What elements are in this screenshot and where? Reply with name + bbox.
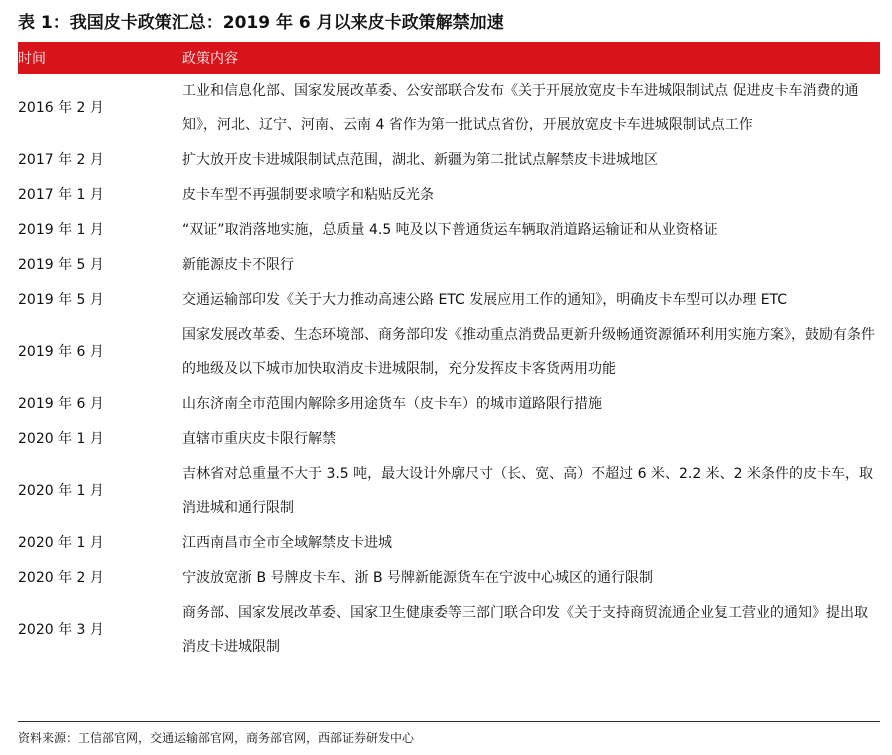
row-date: 2017 年 1 月 (18, 178, 182, 213)
row-date: 2019 年 5 月 (18, 283, 182, 318)
table-title: 表 1：我国皮卡政策汇总：2019 年 6 月以来皮卡政策解禁加速 (18, 13, 504, 33)
row-date: 2019 年 6 月 (18, 318, 182, 387)
row-date: 2019 年 1 月 (18, 213, 182, 248)
row-date: 2016 年 2 月 (18, 74, 182, 143)
row-policy: 皮卡车型不再强制要求喷字和粘贴反光条 (182, 178, 880, 213)
table-body (18, 74, 880, 665)
source-note: 资料来源：工信部官网，交通运输部官网，商务部官网，西部证券研发中心 (18, 731, 415, 745)
row-date: 2020 年 1 月 (18, 422, 182, 457)
row-policy: 扩大放开皮卡进城限制试点范围，湖北、新疆为第二批试点解禁皮卡进城地区 (182, 143, 880, 178)
row-policy: 江西南昌市全市全域解禁皮卡进城 (182, 526, 880, 561)
row-policy: 交通运输部印发《关于大力推动高速公路 ETC 发展应用工作的通知》，明确皮卡车型可以办理 ETC (182, 283, 880, 318)
table-row (18, 526, 880, 561)
row-date: 2020 年 3 月 (18, 596, 182, 665)
header-policy: 政策内容 (182, 42, 880, 74)
row-policy: 宁波放宽浙 B 号牌皮卡车、浙 B 号牌新能源货车在宁波中心城区的通行限制 (182, 561, 880, 596)
row-policy: 工业和信息化部、国家发展改革委、公安部联合发布《关于开展放宽皮卡车进城限制试点 促进皮卡车消费的通知》，河北、辽宁、河南、云南 4 省作为第一批试点省份，开展放宽皮卡车进城限制试点工作 (182, 74, 880, 143)
table-row (18, 457, 880, 526)
row-policy: 直辖市重庆皮卡限行解禁 (182, 422, 880, 457)
row-date: 2019 年 6 月 (18, 387, 182, 422)
table-row (18, 422, 880, 457)
row-policy: “双证”取消落地实施，总质量 4.5 吨及以下普通货运车辆取消道路运输证和从业资格证 (182, 213, 880, 248)
table-row (18, 143, 880, 178)
row-date: 2019 年 5 月 (18, 248, 182, 283)
row-policy: 山东济南全市范围内解除多用途货车（皮卡车）的城市道路限行措施 (182, 387, 880, 422)
table-row (18, 596, 880, 665)
row-date: 2020 年 2 月 (18, 561, 182, 596)
row-date: 2020 年 1 月 (18, 526, 182, 561)
header-time: 时间 (18, 42, 182, 74)
table-row (18, 318, 880, 387)
table-row (18, 178, 880, 213)
policy-table (18, 42, 880, 665)
row-date: 2017 年 2 月 (18, 143, 182, 178)
table-row (18, 387, 880, 422)
table-row (18, 213, 880, 248)
row-policy: 商务部、国家发展改革委、国家卫生健康委等三部门联合印发《关于支持商贸流通企业复工营业的通知》提出取消皮卡进城限制 (182, 596, 880, 665)
table-header-row (18, 42, 880, 74)
table-row (18, 74, 880, 143)
row-date: 2020 年 1 月 (18, 457, 182, 526)
table-row (18, 248, 880, 283)
table-row (18, 561, 880, 596)
table-row (18, 283, 880, 318)
row-policy: 吉林省对总重量不大于 3.5 吨，最大设计外廓尺寸（长、宽、高）不超过 6 米、2.2 米、2 米条件的皮卡车，取消进城和通行限制 (182, 457, 880, 526)
row-policy: 新能源皮卡不限行 (182, 248, 880, 283)
row-policy: 国家发展改革委、生态环境部、商务部印发《推动重点消费品更新升级畅通资源循环利用实施方案》，鼓励有条件的地级及以下城市加快取消皮卡进城限制，充分发挥皮卡客货两用功能 (182, 318, 880, 387)
bottom-rule (18, 721, 880, 722)
